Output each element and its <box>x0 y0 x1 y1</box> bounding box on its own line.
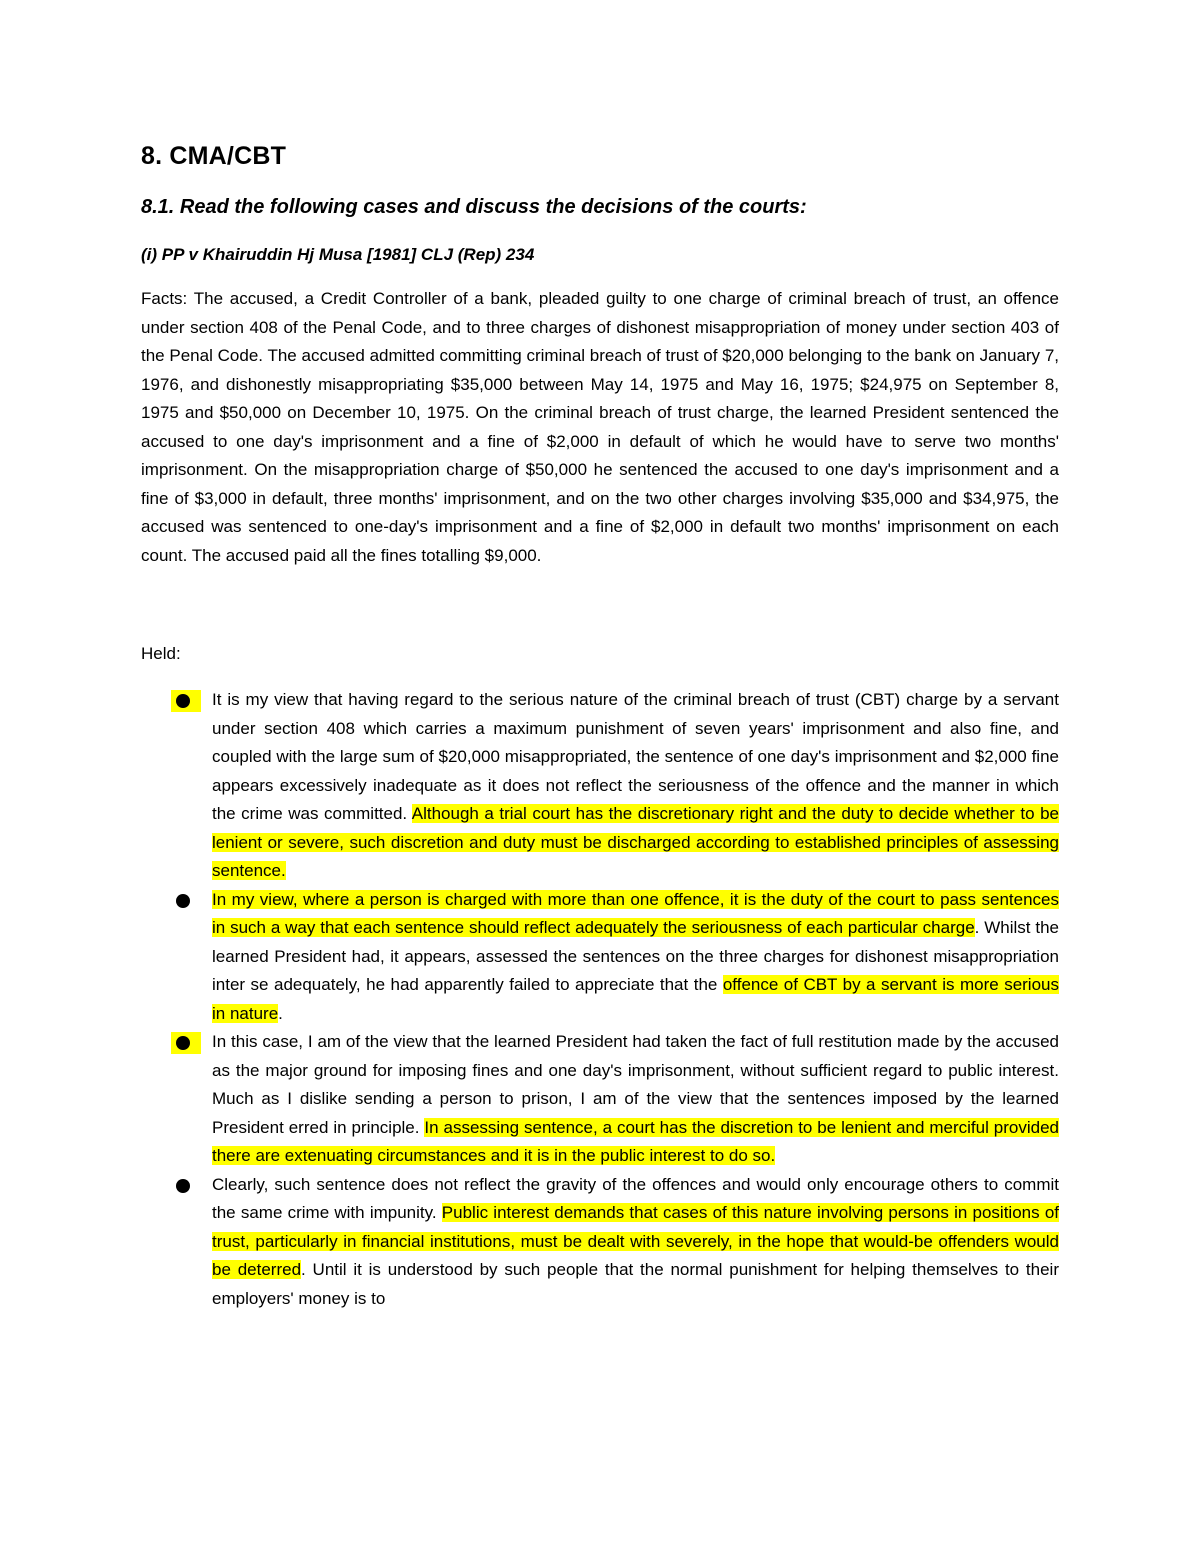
bullet-dot-icon <box>176 894 190 908</box>
facts-paragraph: Facts: The accused, a Credit Controller of a bank, pleaded guilty to one charge of criminal breach of trust, an offence under section 408 of the Penal Code, and to three charges of dishonest misappropriation of money under section 403 of the Penal Code. The accused admitted committing criminal breach of trust of $20,000 belonging to the bank on January 7, 1976, and dishonestly misappropriating $35,000 between May 14, 1975 and May 16, 1975; $24,975 on September 8, 1975 and $50,000 on December 10, 1975. On the criminal breach of trust charge, the learned President sentenced the accused to one day's imprisonment and a fine of $2,000 in default of which he would have to serve two months' imprisonment. On the misappropriation charge of $50,000 he sentenced the accused to one day's imprisonment and a fine of $3,000 in default, three months' imprisonment, and on the two other charges involving $35,000 and $34,975, the accused was sentenced to one-day's imprisonment and a fine of $2,000 in default two months' imprisonment on each count. The accused paid all the fines totalling $9,000. <box>141 289 1059 565</box>
highlighted-text: Although a trial court has the discretionary right and the duty to decide whether to be lenient or severe, such discretion and duty must be discharged according to established principles of assessing sentence. <box>212 804 1059 880</box>
bullet-dot-icon <box>176 694 190 708</box>
highlighted-text: offence of CBT by a servant is more serious in nature <box>212 975 1059 1023</box>
held-item-text: It is my view that having regard to the serious nature of the criminal breach of trust (CBT) charge by a servant under section 408 which carries a maximum punishment of seven years' imprisonment and also fine, and coupled with the large sum of $20,000 misappropriated, the sentence of one day's imprisonment and $2,000 fine appears excessively inadequate as it does not reflect the seriousness of the offence and the manner in which the crime was committed. <box>212 690 1059 823</box>
bullet-dot-icon <box>176 1179 190 1193</box>
held-label: Held: <box>141 644 181 663</box>
bullet-icon <box>171 890 201 912</box>
highlighted-text: Public interest demands that cases of this nature involving persons in positions of trust, particularly in financial institutions, must be dealt with severely, in the hope that would-be offenders would be deterred <box>212 1203 1059 1279</box>
bullet-dot-icon <box>176 1036 190 1050</box>
held-item-text: Clearly, such sentence does not reflect the gravity of the offences and would only encourage others to commit the same crime with impunity. <box>212 1174 1059 1222</box>
held-item-3 <box>141 1028 1059 1171</box>
held-item-2 <box>141 886 1059 1029</box>
case-title: (i) PP v Khairuddin Hj Musa [1981] CLJ (Rep) 234 <box>141 245 535 264</box>
held-item-text: In this case, I am of the view that the learned President had taken the fact of full restitution made by the accused as the major ground for imposing fines and one day's imprisonment, without sufficient regard to public interest. Much as I dislike sending a person to prison, I am of the view that the sentences imposed by the learned President erred in principle. <box>212 1032 1059 1137</box>
question-heading: 8.1. Read the following cases and discuss the decisions of the courts: <box>141 196 807 218</box>
highlighted-text: In my view, where a person is charged with more than one offence, it is the duty of the court to pass sentences in such a way that each sentence should reflect adequately the seriousness of each particular charge <box>212 889 1059 937</box>
held-item-text: . Until it is understood by such people that the normal punishment for helping themselves to their employers' money is to <box>212 1260 1059 1308</box>
bullet-icon <box>171 1175 201 1197</box>
bullet-icon-highlighted <box>171 690 201 712</box>
section-heading: 8. CMA/CBT <box>141 142 287 170</box>
held-item-text: . Whilst the learned President had, it appears, assessed the sentences on the three charges for dishonest misappropriation inter se adequately, he had apparently failed to appreciate that the <box>212 918 1059 994</box>
held-item-text: . <box>278 1003 283 1023</box>
held-list <box>141 686 1059 1313</box>
held-item-1 <box>141 686 1059 886</box>
bullet-icon-highlighted <box>171 1032 201 1054</box>
held-item-4 <box>141 1171 1059 1314</box>
highlighted-text: In assessing sentence, a court has the discretion to be lenient and merciful provided there are extenuating circumstances and it is in the public interest to do so. <box>212 1117 1059 1165</box>
